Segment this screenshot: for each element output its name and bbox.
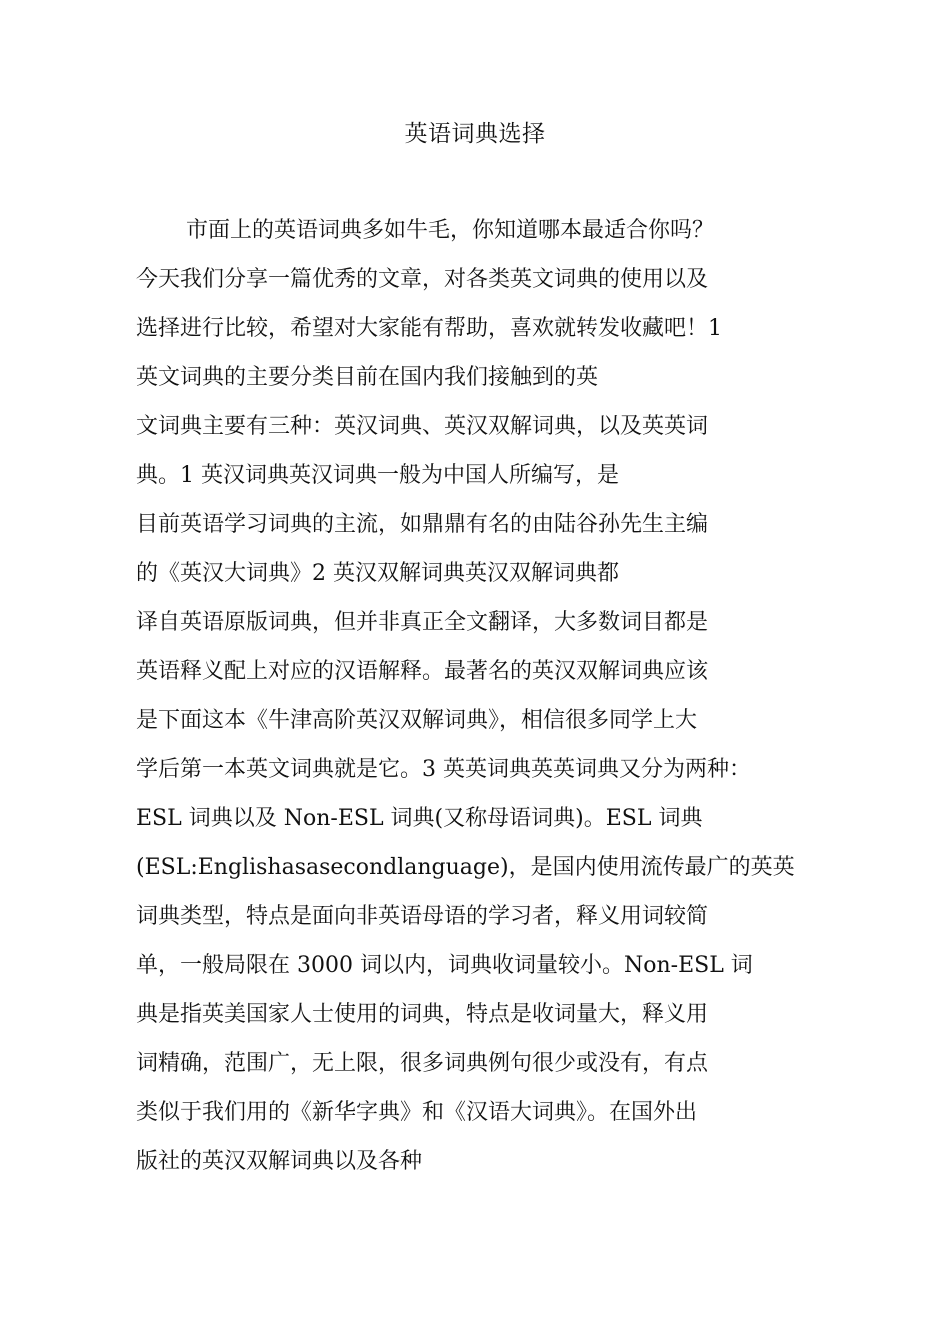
body-line: 选择进行比较，希望对大家能有帮助，喜欢就转发收藏吧！1 (136, 316, 722, 341)
body-line: 市面上的英语词典多如牛毛，你知道哪本最适合你吗？ (186, 218, 715, 243)
body-line: 的《英汉大词典》2 英汉双解词典英汉双解词典都 (136, 561, 619, 586)
body-line: 学后第一本英文词典就是它。3 英英词典英英词典又分为两种： (136, 757, 751, 782)
body-line: 英语释义配上对应的汉语解释。最著名的英汉双解词典应该 (136, 659, 709, 684)
body-line: 文词典主要有三种：英汉词典、英汉双解词典，以及英英词 (136, 414, 709, 439)
document-title: 英语词典选择 (404, 121, 546, 147)
body-line: 是下面这本《牛津高阶英汉双解词典》，相信很多同学上大 (136, 708, 698, 733)
body-line: (ESL:Englishasasecondlanguage)，是国内使用流传最广的英英 (136, 855, 795, 880)
body-line: 词精确，范围广，无上限，很多词典例句很少或没有，有点 (136, 1051, 709, 1076)
body-line: ESL 词典以及 Non-ESL 词典(又称母语词典)。ESL 词典 (136, 806, 703, 831)
body-line: 目前英语学习词典的主流，如鼎鼎有名的由陆谷孙先生主编 (136, 512, 709, 537)
body-line: 译自英语原版词典，但并非真正全文翻译，大多数词目都是 (136, 610, 709, 635)
body-line: 版社的英汉双解词典以及各种 (136, 1149, 423, 1174)
body-line: 今天我们分享一篇优秀的文章，对各类英文词典的使用以及 (136, 267, 709, 292)
document-body (136, 206, 836, 1186)
body-line: 类似于我们用的《新华字典》和《汉语大词典》。在国外出 (136, 1100, 698, 1125)
body-line: 单，一般局限在 3000 词以内，词典收词量较小。Non-ESL 词 (136, 953, 753, 978)
body-line: 典。1 英汉词典英汉词典一般为中国人所编写，是 (136, 463, 619, 488)
body-line: 英文词典的主要分类目前在国内我们接触到的英 (136, 365, 599, 390)
body-line: 词典类型，特点是面向非英语母语的学习者，释义用词较简 (136, 904, 709, 929)
body-line: 典是指英美国家人士使用的词典，特点是收词量大，释义用 (136, 1002, 709, 1027)
